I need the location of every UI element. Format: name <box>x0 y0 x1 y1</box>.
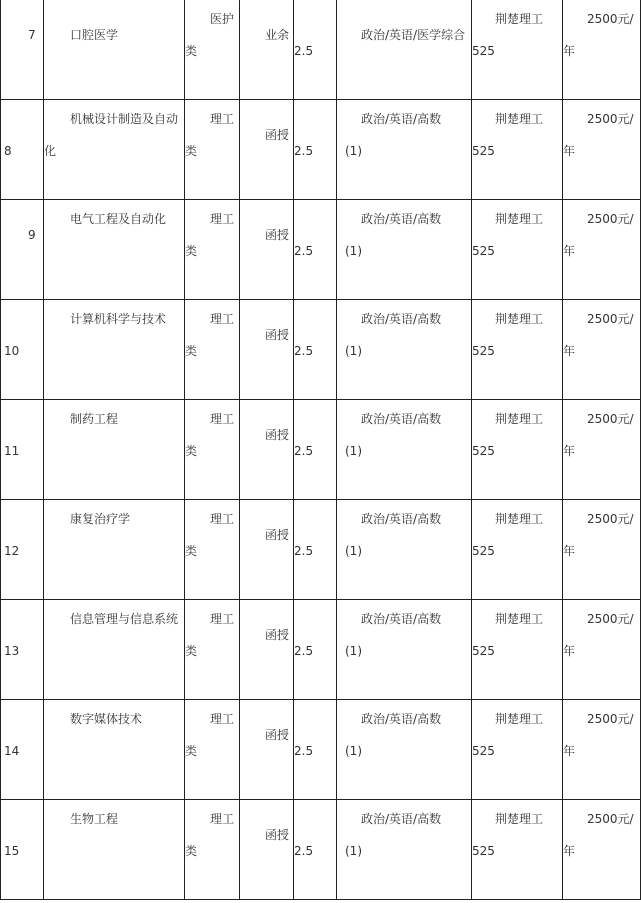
school-name: 荆楚理工 <box>495 412 544 426</box>
exam-subjects-wrap: (1) <box>345 144 362 158</box>
table-row <box>1 0 641 100</box>
cell-category <box>185 700 240 800</box>
tuition-unit: 年 <box>563 844 576 858</box>
row-number: 7 <box>28 28 36 42</box>
cell-fee <box>563 600 641 700</box>
school-name: 荆楚理工 <box>495 612 544 626</box>
category-suffix: 类 <box>185 644 198 658</box>
cell-school <box>472 500 563 600</box>
row-number: 13 <box>4 644 20 658</box>
major-name: 数字媒体技术 <box>70 712 143 726</box>
tuition-fee: 2500元/ <box>587 12 634 26</box>
cell-mode <box>240 100 294 200</box>
major-name: 口腔医学 <box>70 28 119 42</box>
school-code: 525 <box>472 144 495 158</box>
cell-school <box>472 300 563 400</box>
major-name: 电气工程及自动化 <box>70 212 167 226</box>
table-row <box>1 300 641 400</box>
cell-major <box>44 100 185 200</box>
school-code: 525 <box>472 244 495 258</box>
cell-fee <box>563 300 641 400</box>
row-number: 9 <box>28 228 36 242</box>
study-mode: 函授 <box>265 628 290 642</box>
school-name: 荆楚理工 <box>495 812 544 826</box>
years: 2.5 <box>294 544 314 558</box>
years: 2.5 <box>294 644 314 658</box>
category-suffix: 类 <box>185 344 198 358</box>
cell-school <box>472 100 563 200</box>
exam-subjects-wrap: (1) <box>345 344 362 358</box>
table-row <box>1 600 641 700</box>
major-name: 制药工程 <box>70 412 119 426</box>
cell-years <box>294 700 337 800</box>
exam-subjects-wrap: (1) <box>345 744 362 758</box>
cell-mode <box>240 300 294 400</box>
exam-subjects: 政治/英语/高数 <box>361 412 442 426</box>
cell-exam <box>337 200 472 300</box>
study-mode: 函授 <box>265 528 290 542</box>
category: 医护 <box>210 12 235 26</box>
category: 理工 <box>210 112 235 126</box>
cell-years <box>294 400 337 500</box>
cell-fee <box>563 800 641 900</box>
exam-subjects-wrap: (1) <box>345 244 362 258</box>
tuition-fee: 2500元/ <box>587 512 634 526</box>
tuition-unit: 年 <box>563 444 576 458</box>
tuition-unit: 年 <box>563 44 576 58</box>
exam-subjects: 政治/英语/医学综合 <box>361 28 466 42</box>
tuition-unit: 年 <box>563 244 576 258</box>
cell-category <box>185 800 240 900</box>
years: 2.5 <box>294 444 314 458</box>
cell-exam <box>337 600 472 700</box>
years: 2.5 <box>294 844 314 858</box>
cell-mode <box>240 0 294 100</box>
category-suffix: 类 <box>185 144 198 158</box>
category: 理工 <box>210 412 235 426</box>
school-code: 525 <box>472 44 495 58</box>
cell-no <box>1 300 44 400</box>
cell-major <box>44 700 185 800</box>
cell-exam <box>337 500 472 600</box>
major-name: 机械设计制造及自动 <box>70 112 179 126</box>
cell-no <box>1 500 44 600</box>
study-mode: 函授 <box>265 428 290 442</box>
cell-years <box>294 600 337 700</box>
exam-subjects-wrap: (1) <box>345 844 362 858</box>
exam-subjects-wrap: (1) <box>345 444 362 458</box>
school-name: 荆楚理工 <box>495 12 544 26</box>
cell-exam <box>337 300 472 400</box>
cell-no <box>1 400 44 500</box>
cell-no <box>1 700 44 800</box>
cell-category <box>185 200 240 300</box>
cell-no <box>1 600 44 700</box>
category-suffix: 类 <box>185 44 198 58</box>
cell-mode <box>240 800 294 900</box>
cell-school <box>472 400 563 500</box>
cell-no <box>1 800 44 900</box>
table-row <box>1 400 641 500</box>
major-name: 生物工程 <box>70 812 119 826</box>
cell-mode <box>240 600 294 700</box>
exam-subjects: 政治/英语/高数 <box>361 612 442 626</box>
cell-school <box>472 0 563 100</box>
table-row <box>1 100 641 200</box>
table-row <box>1 800 641 900</box>
tuition-fee: 2500元/ <box>587 212 634 226</box>
cell-category <box>185 400 240 500</box>
exam-subjects: 政治/英语/高数 <box>361 712 442 726</box>
row-number: 15 <box>4 844 20 858</box>
school-name: 荆楚理工 <box>495 212 544 226</box>
school-code: 525 <box>472 844 495 858</box>
years: 2.5 <box>294 144 314 158</box>
cell-no <box>1 200 44 300</box>
cell-major <box>44 600 185 700</box>
cell-category <box>185 600 240 700</box>
row-number: 10 <box>4 344 20 358</box>
cell-mode <box>240 500 294 600</box>
tuition-unit: 年 <box>563 744 576 758</box>
school-name: 荆楚理工 <box>495 312 544 326</box>
cell-years <box>294 0 337 100</box>
tuition-unit: 年 <box>563 544 576 558</box>
cell-exam <box>337 400 472 500</box>
category: 理工 <box>210 812 235 826</box>
table-row <box>1 500 641 600</box>
cell-major <box>44 400 185 500</box>
cell-mode <box>240 700 294 800</box>
exam-subjects-wrap: (1) <box>345 544 362 558</box>
cell-exam <box>337 800 472 900</box>
category-suffix: 类 <box>185 544 198 558</box>
category-suffix: 类 <box>185 244 198 258</box>
exam-subjects: 政治/英语/高数 <box>361 312 442 326</box>
school-code: 525 <box>472 544 495 558</box>
cell-major <box>44 300 185 400</box>
study-mode: 业余 <box>265 28 290 42</box>
cell-mode <box>240 400 294 500</box>
cell-years <box>294 800 337 900</box>
exam-subjects: 政治/英语/高数 <box>361 112 442 126</box>
tuition-unit: 年 <box>563 344 576 358</box>
cell-major <box>44 800 185 900</box>
tuition-fee: 2500元/ <box>587 612 634 626</box>
cell-no <box>1 100 44 200</box>
cell-exam <box>337 0 472 100</box>
school-code: 525 <box>472 744 495 758</box>
cell-fee <box>563 700 641 800</box>
school-name: 荆楚理工 <box>495 512 544 526</box>
cell-years <box>294 500 337 600</box>
years: 2.5 <box>294 244 314 258</box>
category: 理工 <box>210 612 235 626</box>
major-name: 康复治疗学 <box>70 512 131 526</box>
category: 理工 <box>210 712 235 726</box>
study-mode: 函授 <box>265 228 290 242</box>
tuition-fee: 2500元/ <box>587 112 634 126</box>
cell-school <box>472 700 563 800</box>
tuition-fee: 2500元/ <box>587 712 634 726</box>
exam-subjects: 政治/英语/高数 <box>361 512 442 526</box>
cell-major <box>44 500 185 600</box>
major-name: 计算机科学与技术 <box>70 312 167 326</box>
category-suffix: 类 <box>185 744 198 758</box>
exam-subjects: 政治/英语/高数 <box>361 812 442 826</box>
years: 2.5 <box>294 344 314 358</box>
tuition-unit: 年 <box>563 144 576 158</box>
study-mode: 函授 <box>265 828 290 842</box>
cell-major <box>44 0 185 100</box>
cell-fee <box>563 200 641 300</box>
cell-major <box>44 200 185 300</box>
table-row <box>1 200 641 300</box>
years: 2.5 <box>294 744 314 758</box>
exam-subjects-wrap: (1) <box>345 644 362 658</box>
cell-mode <box>240 200 294 300</box>
table-body <box>1 0 641 900</box>
category: 理工 <box>210 512 235 526</box>
school-code: 525 <box>472 344 495 358</box>
tuition-fee: 2500元/ <box>587 412 634 426</box>
cell-exam <box>337 700 472 800</box>
cell-no <box>1 0 44 100</box>
category: 理工 <box>210 312 235 326</box>
tuition-unit: 年 <box>563 644 576 658</box>
row-number: 8 <box>4 144 12 158</box>
cell-school <box>472 800 563 900</box>
cell-fee <box>563 0 641 100</box>
category-suffix: 类 <box>185 844 198 858</box>
major-name-wrap: 化 <box>44 144 57 158</box>
category: 理工 <box>210 212 235 226</box>
cell-category <box>185 300 240 400</box>
study-mode: 函授 <box>265 728 290 742</box>
row-number: 14 <box>4 744 20 758</box>
cell-school <box>472 600 563 700</box>
years: 2.5 <box>294 44 314 58</box>
school-name: 荆楚理工 <box>495 712 544 726</box>
tuition-fee: 2500元/ <box>587 312 634 326</box>
cell-school <box>472 200 563 300</box>
cell-years <box>294 100 337 200</box>
cell-fee <box>563 100 641 200</box>
major-name: 信息管理与信息系统 <box>70 612 179 626</box>
row-number: 12 <box>4 544 20 558</box>
cell-category <box>185 0 240 100</box>
table-row <box>1 700 641 800</box>
cell-category <box>185 500 240 600</box>
cell-category <box>185 100 240 200</box>
cell-years <box>294 200 337 300</box>
school-code: 525 <box>472 644 495 658</box>
cell-exam <box>337 100 472 200</box>
study-mode: 函授 <box>265 328 290 342</box>
school-code: 525 <box>472 444 495 458</box>
tuition-fee: 2500元/ <box>587 812 634 826</box>
cell-fee <box>563 400 641 500</box>
exam-subjects: 政治/英语/高数 <box>361 212 442 226</box>
study-mode: 函授 <box>265 128 290 142</box>
category-suffix: 类 <box>185 444 198 458</box>
row-number: 11 <box>4 444 20 458</box>
cell-fee <box>563 500 641 600</box>
cell-years <box>294 300 337 400</box>
school-name: 荆楚理工 <box>495 112 544 126</box>
